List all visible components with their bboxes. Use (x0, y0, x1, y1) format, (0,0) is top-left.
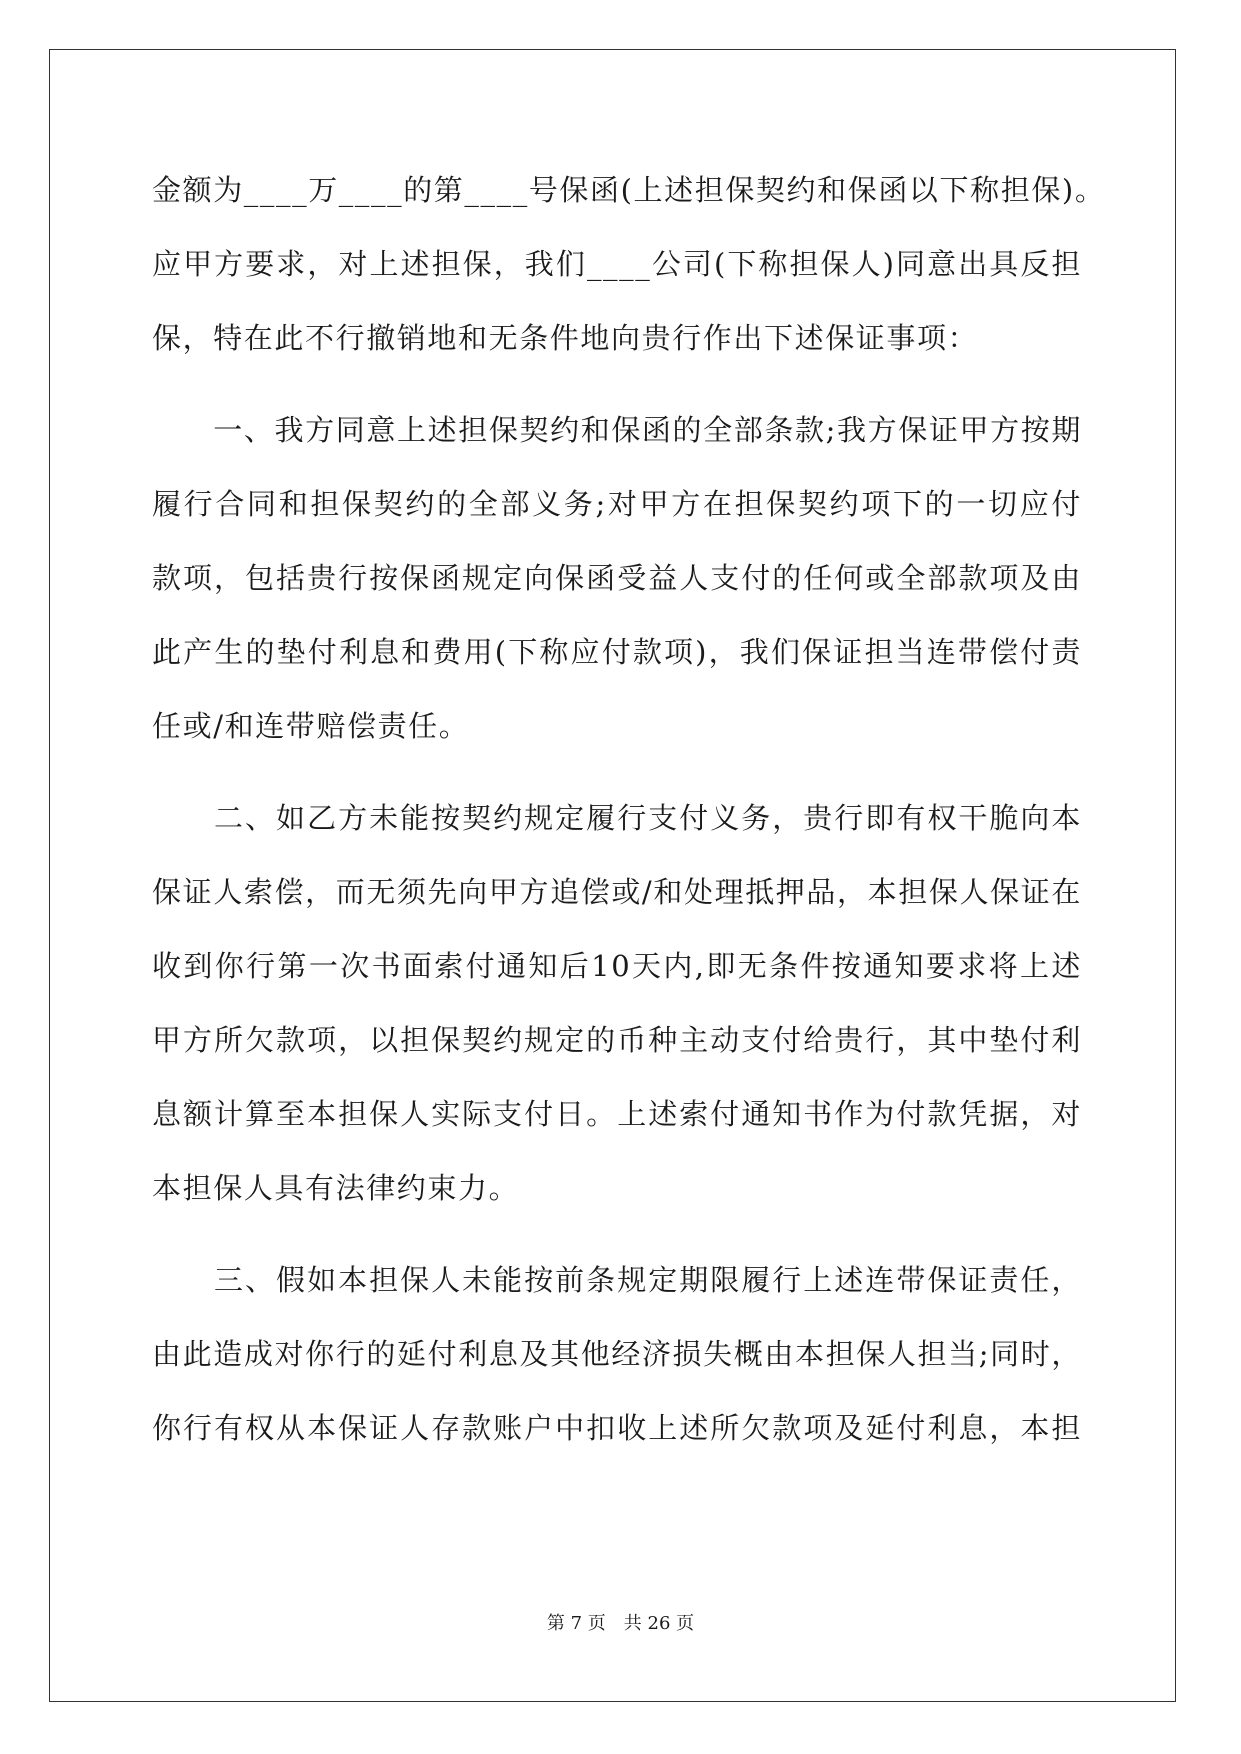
text-line: 三、假如本担保人未能按前条规定期限履行上述连带保证责任， (152, 1263, 1082, 1297)
text-line: 履行合同和担保契约的全部义务;对甲方在担保契约项下的一切应付 (152, 487, 1082, 521)
text-line: 二、如乙方未能按契约规定履行支付义务，贵行即有权干脆向本 (152, 801, 1082, 835)
text-line: 保，特在此不行撤销地和无条件地向贵行作出下述保证事项： (152, 321, 979, 355)
text-line: 金额为____万____的第____号保函(上述担保契约和保函以下称担保)。 (152, 173, 1106, 207)
text-line: 一、我方同意上述担保契约和保函的全部条款;我方保证甲方按期 (152, 413, 1082, 447)
text-line: 款项，包括贵行按保函规定向保函受益人支付的任何或全部款项及由 (152, 561, 1082, 595)
text-line: 甲方所欠款项，以担保契约规定的币种主动支付给贵行，其中垫付利 (152, 1023, 1082, 1057)
text-line: 由此造成对你行的延付利息及其他经济损失概由本担保人担当;同时， (152, 1337, 1082, 1371)
text-line: 保证人索偿，而无须先向甲方追偿或/和处理抵押品，本担保人保证在 (152, 875, 1082, 909)
text-line: 息额计算至本担保人实际支付日。上述索付通知书作为付款凭据，对 (152, 1097, 1082, 1131)
text-line: 你行有权从本保证人存款账户中扣收上述所欠款项及延付利息，本担 (152, 1411, 1082, 1445)
text-line: 本担保人具有法律约束力。 (152, 1171, 520, 1205)
text-line: 任或/和连带赔偿责任。 (152, 709, 470, 743)
text-line: 收到你行第一次书面索付通知后10天内,即无条件按通知要求将上述 (152, 949, 1082, 983)
text-line: 此产生的垫付利息和费用(下称应付款项)，我们保证担当连带偿付责 (152, 635, 1082, 669)
text-line: 应甲方要求，对上述担保，我们____公司(下称担保人)同意出具反担 (152, 247, 1082, 281)
page-number: 第 7 页 共 26 页 (546, 1613, 695, 1634)
